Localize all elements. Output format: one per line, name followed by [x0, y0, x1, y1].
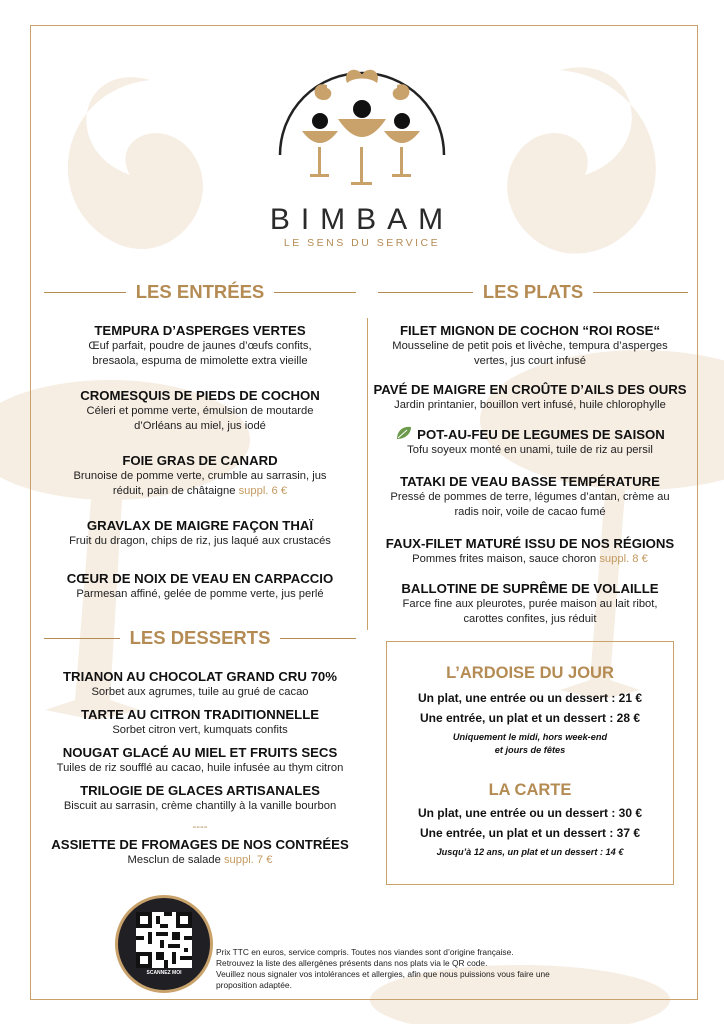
list-item: FAUX-FILET MATURÉ ISSU DE NOS RÉGIONS Pommes frites maison, sauce choron suppl. 8 €: [385, 536, 675, 565]
pricing-box: L’ARDOISE DU JOUR Un plat, une entrée ou un dessert : 21 € Une entrée, un plat et un dessert : 28 € Uniquement le midi, hors week-end et jours de fêtes LA CARTE Un plat, une entrée ou un dessert : 30 € Une entrée, un plat et un dessert : 37 € Jusqu’à 12 ans, un plat et un dessert : 14 €: [386, 641, 674, 885]
list-item: BALLOTINE DE SUPRÊME DE VOLAILLE Farce fine aux pleurotes, purée maison au lait ribot, carottes confites, jus réduit: [401, 581, 659, 625]
list-item: ASSIETTE DE FROMAGES DE NOS CONTRÉES Mesclun de salade suppl. 7 €: [51, 837, 349, 866]
column-divider: [367, 318, 368, 630]
list-item: POT-AU-FEU DE LEGUMES DE SAISON Tofu soyeux monté en unami, tuile de riz au persil: [370, 425, 690, 469]
separator: ----: [192, 821, 208, 833]
list-item: CROMESQUIS DE PIEDS DE COCHON Céleri et pomme verte, émulsion de moutarde d’Orléans au miel, jus iodé: [80, 388, 320, 432]
suppl-price: suppl. 8 €: [599, 553, 648, 565]
entrees-list: [40, 322, 360, 602]
qr-label: SCANNEZ MOI: [146, 970, 182, 976]
list-item: NOUGAT GLACÉ AU MIEL ET FRUITS SECS Tuiles de riz soufflé au cacao, huile infusée au thym citron: [56, 745, 344, 774]
qr-code-icon: [136, 912, 192, 968]
list-item: TARTE AU CITRON TRADITIONNELLE Sorbet citron vert, kumquats confits: [80, 707, 320, 736]
list-item: TRIANON AU CHOCOLAT GRAND CRU 70% Sorbet aux agrumes, tuile au grué de cacao: [62, 669, 337, 698]
list-item: TRILOGIE DE GLACES ARTISANALES Biscuit au sarrasin, crème chantilly à la vanille bourbon: [63, 783, 337, 812]
list-item: CŒUR DE NOIX DE VEAU EN CARPACCIO Parmesan affiné, gelée de pomme verte, jus perlé: [66, 571, 334, 600]
list-item: PAVÉ DE MAIGRE EN CROÛTE D’AILS DES OURS Jardin printanier, bouillon vert infusé, huile chlorophylle: [373, 382, 687, 411]
carte-title: LA CARTE: [488, 781, 572, 799]
footer-notes: Prix TTC en euros, service compris. Toutes nos viandes sont d’origine française. Retrouvez la liste des allergènes présents dans nos plats via le QR code. Veuillez nous signaler vos intolérances et allergies, afin que nous puissions vous faire une proposition adaptée.: [216, 947, 550, 990]
list-item: GRAVLAX DE MAIGRE FAÇON THAÏ Fruit du dragon, chips de riz, jus laqué aux crustacés: [69, 518, 331, 547]
suppl-price: suppl. 7 €: [223, 854, 273, 866]
champagne-glasses-icon: [272, 55, 452, 195]
list-item: TEMPURA D’ASPERGES VERTES Œuf parfait, poudre de jaunes d’œufs confits, bresaola, espuma de mimolette extra vieille: [88, 323, 312, 367]
entrees-heading: LES ENTRÉES: [44, 281, 356, 303]
plats-list: [370, 322, 690, 627]
plats-heading: LES PLATS: [378, 281, 688, 303]
suppl-price: suppl. 6 €: [238, 485, 288, 497]
qr-code[interactable]: [136, 912, 192, 968]
leaf-icon: [395, 425, 413, 441]
desserts-heading: LES DESSERTS: [44, 627, 356, 649]
desserts-list: [30, 668, 370, 868]
list-item: TATAKI DE VEAU BASSE TEMPÉRATURE Pressé de pommes de terre, légumes d’antan, crème au radis noir, voile de cacao fumé: [390, 474, 670, 518]
ardoise-title: L’ARDOISE DU JOUR: [446, 664, 614, 682]
list-item: FOIE GRAS DE CANARD Brunoise de pomme verte, crumble au sarrasin, jus réduit, pain de châtaigne suppl. 6 €: [73, 453, 327, 497]
logo: [0, 55, 724, 200]
brand-tagline: LE SENS DU SERVICE: [283, 237, 441, 249]
brand-name: BIMBAM: [269, 203, 455, 236]
list-item: FILET MIGNON DE COCHON “ROI ROSE“ Mousseline de petit pois et livèche, tempura d’asperges vertes, jus court infusé: [392, 323, 668, 367]
